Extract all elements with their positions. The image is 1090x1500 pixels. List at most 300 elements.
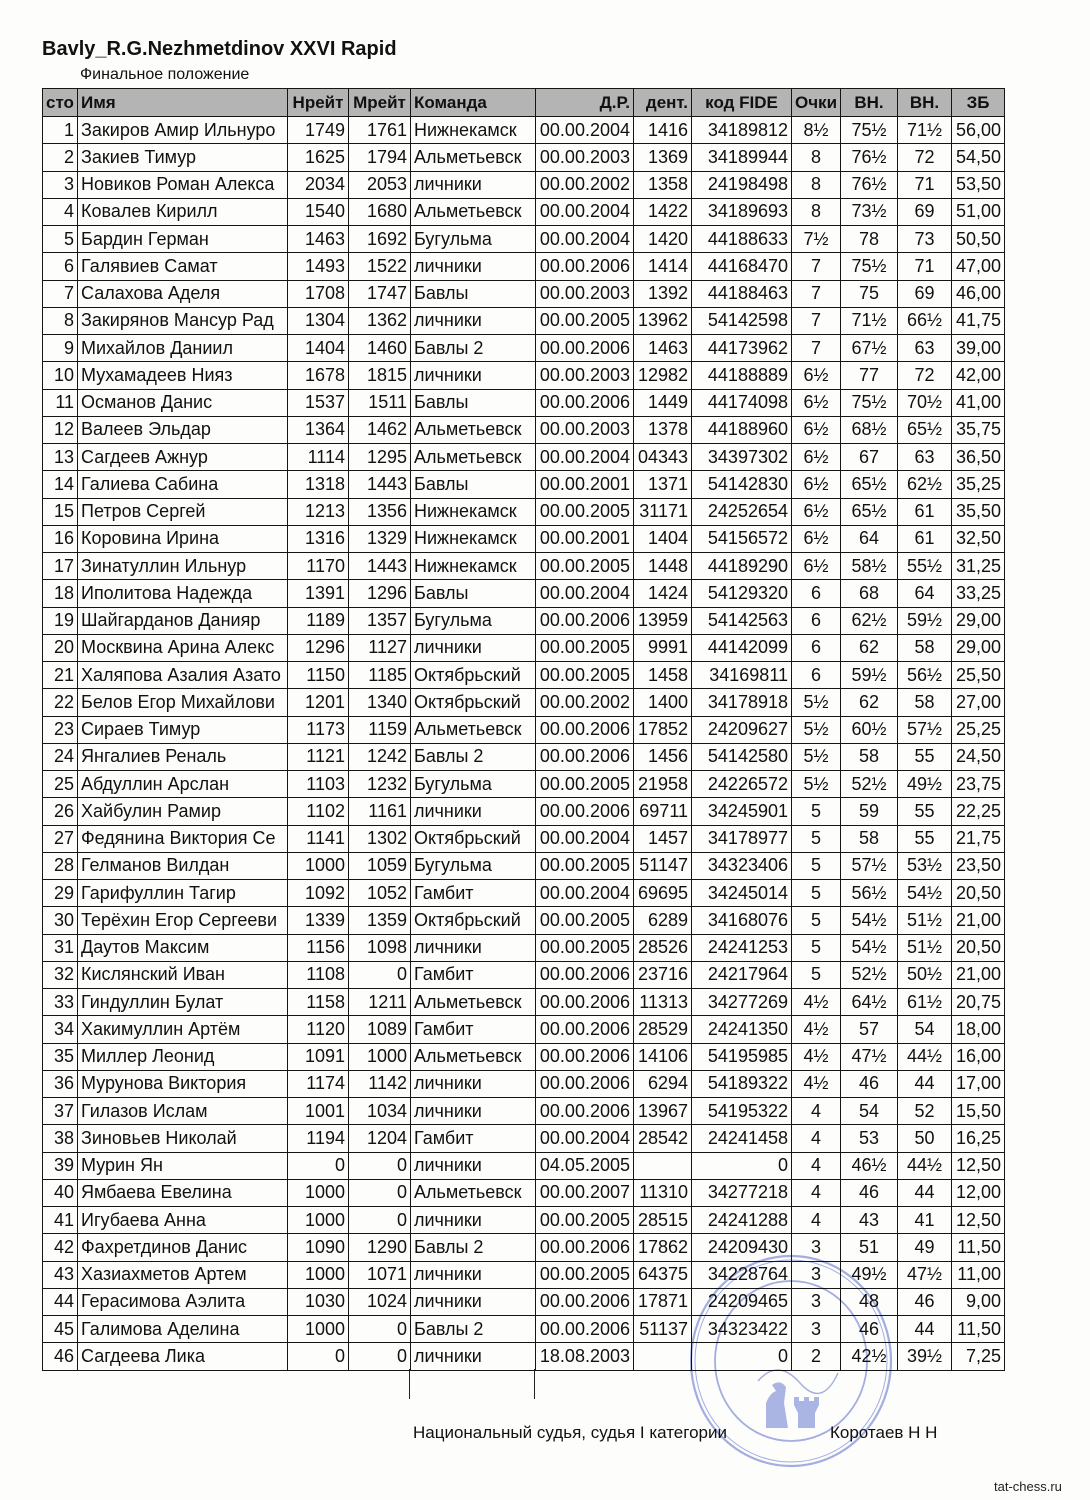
birth-date: 00.00.2007	[539, 1182, 630, 1203]
buchholz-cut: 72	[914, 364, 935, 385]
buchholz-cut: 69	[914, 201, 935, 222]
rating-cell	[349, 852, 411, 879]
birth-date-cell	[536, 1261, 634, 1288]
player-id-cell	[634, 553, 692, 580]
birth-date: 00.00.2003	[539, 283, 630, 304]
birth-date: 00.00.2005	[539, 637, 630, 658]
place: 30	[53, 909, 74, 930]
birth-date-cell	[536, 1125, 634, 1152]
buchholz: 46	[858, 1182, 880, 1203]
player-name: Новиков Роман Алекса	[81, 174, 275, 195]
rating: 1460	[366, 337, 407, 358]
sonneborn-berger: 35,25	[955, 473, 1001, 494]
buchholz-cut-cell	[898, 852, 952, 879]
place: 33	[53, 991, 74, 1012]
buchholz-cell	[841, 389, 898, 416]
national-rating: 1678	[304, 364, 345, 385]
buchholz: 62	[858, 637, 880, 658]
birth-date-cell	[536, 825, 634, 852]
column-header-national-rating	[288, 89, 349, 117]
sonneborn-berger: 25,50	[955, 664, 1001, 685]
sonneborn-berger: 39,00	[955, 337, 1001, 358]
rating-cell	[349, 716, 411, 743]
points-cell	[792, 471, 841, 498]
place-cell	[43, 198, 78, 225]
sonneborn-berger-cell	[952, 1179, 1005, 1206]
standings-header	[43, 89, 1005, 117]
rating: 1290	[366, 1236, 407, 1257]
place-cell	[43, 1070, 78, 1097]
buchholz-cut-cell	[898, 1207, 952, 1234]
buchholz: 46	[858, 1073, 880, 1094]
place: 34	[53, 1018, 74, 1039]
fide-code: 44173962	[707, 337, 788, 358]
player-id-cell	[634, 716, 692, 743]
rating-cell	[349, 525, 411, 552]
place-cell	[43, 553, 78, 580]
place: 26	[53, 800, 74, 821]
birth-date-cell	[536, 444, 634, 471]
rating-cell	[349, 798, 411, 825]
player-id-cell	[634, 307, 692, 334]
points: 6	[810, 582, 821, 603]
fide-code-cell	[692, 961, 792, 988]
document-title: Bavly_R.G.Nezhmetdinov XXVI Rapid	[42, 38, 397, 60]
birth-date-cell	[536, 144, 634, 171]
buchholz-cut: 47½	[906, 1264, 943, 1285]
player-name-cell	[78, 607, 288, 634]
player-id: 1404	[647, 528, 688, 549]
points-cell	[792, 280, 841, 307]
column-header-label: Команда	[414, 93, 487, 112]
buchholz: 75½	[851, 392, 887, 413]
team-cell	[411, 634, 536, 661]
birth-date-cell	[536, 416, 634, 443]
fide-code: 24241253	[707, 937, 788, 958]
buchholz-cut-cell	[898, 934, 952, 961]
buchholz: 43	[858, 1209, 880, 1230]
place: 38	[53, 1127, 74, 1148]
national-rating: 1625	[304, 146, 345, 167]
fide-code: 34397302	[707, 446, 788, 467]
player-name-cell	[78, 1207, 288, 1234]
fide-code-cell	[692, 743, 792, 770]
birth-date: 18.08.2003	[539, 1345, 630, 1366]
buchholz-cell	[841, 1070, 898, 1097]
player-id-cell	[634, 1016, 692, 1043]
birth-date: 00.00.2006	[539, 719, 630, 740]
national-rating: 1000	[304, 1182, 345, 1203]
place: 20	[53, 637, 74, 658]
team-cell	[411, 1152, 536, 1179]
buchholz-cell	[841, 1234, 898, 1261]
national-rating-cell	[288, 1179, 349, 1206]
rating: 1159	[368, 719, 407, 740]
rating-cell	[349, 253, 411, 280]
sonneborn-berger: 35,50	[955, 501, 1001, 522]
place-cell	[43, 1288, 78, 1315]
sonneborn-berger: 21,00	[955, 964, 1001, 985]
buchholz-cut-cell	[898, 471, 952, 498]
fide-code-cell	[692, 689, 792, 716]
player-name-cell	[78, 716, 288, 743]
buchholz-cut: 39½	[906, 1345, 943, 1366]
buchholz: 52½	[851, 773, 887, 794]
buchholz-cut-cell	[898, 1234, 952, 1261]
player-id-cell	[634, 1343, 692, 1370]
team: личники	[414, 1209, 482, 1230]
buchholz-cut: 71	[914, 255, 935, 276]
column-header-place	[43, 89, 78, 117]
birth-date-cell	[536, 1207, 634, 1234]
birth-date-cell	[536, 634, 634, 661]
national-rating: 1108	[306, 964, 345, 985]
column-header-fide-code	[692, 89, 792, 117]
sonneborn-berger: 16,25	[955, 1127, 1001, 1148]
team-cell	[411, 416, 536, 443]
team: личники	[414, 310, 482, 331]
points: 6½	[803, 446, 829, 467]
standings-row	[43, 1316, 1005, 1343]
buchholz-cut-cell	[898, 907, 952, 934]
player-name-cell	[78, 253, 288, 280]
buchholz-cell	[841, 907, 898, 934]
sonneborn-berger: 18,00	[955, 1018, 1001, 1039]
fide-code-cell	[692, 253, 792, 280]
team-cell	[411, 1016, 536, 1043]
buchholz: 75½	[851, 119, 887, 140]
team-cell	[411, 1261, 536, 1288]
buchholz: 75½	[851, 255, 887, 276]
place-cell	[43, 117, 78, 144]
player-name: Османов Данис	[81, 392, 213, 413]
points-cell	[792, 880, 841, 907]
fide-code: 44188889	[707, 364, 788, 385]
team: личники	[414, 364, 482, 385]
fide-code-cell	[692, 553, 792, 580]
rating: 1462	[366, 419, 407, 440]
birth-date: 00.00.2006	[539, 610, 630, 631]
buchholz-cut-cell	[898, 1098, 952, 1125]
buchholz-cell	[841, 880, 898, 907]
birth-date: 00.00.2006	[539, 337, 630, 358]
player-name: Галиева Сабина	[81, 473, 219, 494]
buchholz-cell	[841, 1343, 898, 1370]
fide-code: 34189693	[707, 201, 788, 222]
buchholz: 52½	[851, 964, 887, 985]
buchholz-cut: 58	[914, 691, 935, 712]
rating: 1232	[366, 773, 407, 794]
buchholz-cut: 49	[914, 1236, 935, 1257]
fide-code-cell	[692, 907, 792, 934]
national-rating-cell	[288, 662, 349, 689]
buchholz-cut: 69	[914, 283, 935, 304]
national-rating: 1000	[304, 1209, 345, 1230]
rating: 1296	[366, 582, 407, 603]
national-rating-cell	[288, 961, 349, 988]
national-rating: 1150	[306, 664, 345, 685]
buchholz-cut: 49½	[906, 773, 943, 794]
birth-date: 00.00.2004	[539, 582, 630, 603]
buchholz-cut-cell	[898, 280, 952, 307]
sonneborn-berger: 36,50	[955, 446, 1001, 467]
team: личники	[414, 1155, 482, 1176]
player-name-cell	[78, 689, 288, 716]
fide-code-cell	[692, 416, 792, 443]
player-name: Мурунова Виктория	[81, 1073, 247, 1094]
buchholz-cut: 61½	[906, 991, 943, 1012]
standings-row	[43, 798, 1005, 825]
points: 6½	[803, 364, 829, 385]
sonneborn-berger-cell	[952, 1043, 1005, 1070]
player-name-cell	[78, 1343, 288, 1370]
rating: 1329	[366, 528, 407, 549]
buchholz-cut: 41	[914, 1209, 935, 1230]
team: Бугульма	[414, 855, 492, 876]
fide-code-cell	[692, 362, 792, 389]
birth-date: 00.00.2005	[539, 937, 630, 958]
buchholz: 49½	[851, 1264, 887, 1285]
birth-date: 00.00.2006	[539, 991, 630, 1012]
standings-row	[43, 961, 1005, 988]
buchholz: 58	[858, 746, 880, 767]
sonneborn-berger-cell	[952, 852, 1005, 879]
birth-date: 00.00.2005	[539, 310, 630, 331]
buchholz-cell	[841, 580, 898, 607]
points-cell	[792, 1261, 841, 1288]
fide-code-cell	[692, 117, 792, 144]
place: 32	[53, 964, 74, 985]
column-header-label: сто	[46, 93, 74, 112]
points: 6½	[803, 555, 829, 576]
rating: 1815	[366, 364, 407, 385]
sonneborn-berger: 11,50	[957, 1236, 1001, 1257]
national-rating-cell	[288, 171, 349, 198]
team: Октябрьский	[414, 691, 521, 712]
standings-row	[43, 825, 1005, 852]
team-cell	[411, 825, 536, 852]
buchholz-cut: 64	[914, 582, 935, 603]
team: Октябрьский	[414, 909, 521, 930]
player-id-cell	[634, 689, 692, 716]
buchholz-cell	[841, 743, 898, 770]
player-name: Валеев Эльдар	[81, 419, 211, 440]
standings-row	[43, 880, 1005, 907]
sonneborn-berger-cell	[952, 1125, 1005, 1152]
buchholz-cell	[841, 852, 898, 879]
points: 5	[810, 909, 821, 930]
team-cell	[411, 335, 536, 362]
sonneborn-berger: 51,00	[955, 201, 1001, 222]
national-rating-cell	[288, 144, 349, 171]
sonneborn-berger-cell	[952, 1098, 1005, 1125]
player-name-cell	[78, 1125, 288, 1152]
sonneborn-berger: 35,75	[955, 419, 1001, 440]
sonneborn-berger-cell	[952, 743, 1005, 770]
birth-date-cell	[536, 880, 634, 907]
rating: 1302	[366, 828, 407, 849]
team-cell	[411, 171, 536, 198]
player-id: 17852	[637, 719, 688, 740]
points: 7	[810, 283, 821, 304]
points-cell	[792, 444, 841, 471]
buchholz-cut-cell	[898, 362, 952, 389]
player-id: 1420	[647, 228, 688, 249]
national-rating: 1102	[306, 800, 345, 821]
sonneborn-berger-cell	[952, 825, 1005, 852]
standings-row	[43, 498, 1005, 525]
birth-date-cell	[536, 362, 634, 389]
birth-date: 00.00.2004	[539, 446, 630, 467]
national-rating: 1030	[304, 1291, 345, 1312]
player-id-cell	[634, 961, 692, 988]
player-name-cell	[78, 961, 288, 988]
national-rating: 1158	[306, 991, 345, 1012]
fide-code-cell	[692, 471, 792, 498]
sonneborn-berger-cell	[952, 198, 1005, 225]
standings-row	[43, 689, 1005, 716]
sonneborn-berger-cell	[952, 1016, 1005, 1043]
team-cell	[411, 716, 536, 743]
buchholz-cut: 58	[914, 637, 935, 658]
sonneborn-berger-cell	[952, 907, 1005, 934]
points-cell	[792, 553, 841, 580]
buchholz-cut: 50	[914, 1127, 935, 1148]
place-cell	[43, 689, 78, 716]
points-cell	[792, 226, 841, 253]
sonneborn-berger-cell	[952, 553, 1005, 580]
player-name-cell	[78, 1288, 288, 1315]
player-name: Герасимова Аэлита	[81, 1291, 246, 1312]
national-rating-cell	[288, 934, 349, 961]
buchholz-cell	[841, 144, 898, 171]
national-rating-cell	[288, 798, 349, 825]
site-watermark: tat-chess.ru	[994, 1479, 1062, 1494]
buchholz: 76½	[851, 146, 887, 167]
fide-code: 24209465	[707, 1291, 788, 1312]
place: 45	[53, 1318, 74, 1339]
points-cell	[792, 117, 841, 144]
buchholz: 71½	[851, 310, 887, 331]
column-header-label: код FIDE	[705, 93, 778, 112]
team: Альметьевск	[414, 991, 522, 1012]
sonneborn-berger: 23,50	[955, 855, 1001, 876]
buchholz-cut-cell	[898, 1288, 952, 1315]
fide-code: 44142099	[707, 637, 788, 658]
place-cell	[43, 525, 78, 552]
national-rating: 1537	[304, 392, 345, 413]
team: личники	[414, 174, 482, 195]
rating: 1000	[366, 1046, 407, 1067]
player-id: 1400	[647, 691, 688, 712]
national-rating-cell	[288, 525, 349, 552]
player-name-cell	[78, 825, 288, 852]
team: Бавлы	[414, 473, 469, 494]
sonneborn-berger: 12,00	[955, 1182, 1001, 1203]
buchholz-cell	[841, 607, 898, 634]
fide-code-cell	[692, 280, 792, 307]
place-cell	[43, 1098, 78, 1125]
national-rating-cell	[288, 335, 349, 362]
sonneborn-berger-cell	[952, 880, 1005, 907]
standings-row	[43, 471, 1005, 498]
player-name-cell	[78, 1261, 288, 1288]
column-header-label: Д.Р.	[599, 93, 630, 112]
standings-row	[43, 934, 1005, 961]
fide-code-cell	[692, 1234, 792, 1261]
rating: 1356	[366, 501, 407, 522]
buchholz-cut: 44	[914, 1182, 935, 1203]
sonneborn-berger-cell	[952, 335, 1005, 362]
player-name-cell	[78, 498, 288, 525]
column-header-label: Мрейт	[353, 93, 406, 112]
points-cell	[792, 1098, 841, 1125]
fide-code: 24252654	[707, 501, 788, 522]
standings-row	[43, 907, 1005, 934]
points: 5	[810, 964, 821, 985]
place: 46	[53, 1345, 74, 1366]
buchholz-cut: 50½	[906, 964, 943, 985]
team-cell	[411, 471, 536, 498]
fide-code: 34168076	[707, 909, 788, 930]
national-rating-cell	[288, 198, 349, 225]
national-rating: 2034	[304, 174, 345, 195]
place: 42	[53, 1236, 74, 1257]
national-rating-cell	[288, 716, 349, 743]
rating-cell	[349, 389, 411, 416]
player-name: Абдуллин Арслан	[81, 773, 230, 794]
buchholz-cut-cell	[898, 1316, 952, 1343]
points: 7½	[803, 228, 829, 249]
buchholz-cut: 55	[914, 746, 935, 767]
place-cell	[43, 471, 78, 498]
sonneborn-berger-cell	[952, 1070, 1005, 1097]
buchholz-cell	[841, 525, 898, 552]
place: 19	[53, 610, 74, 631]
sonneborn-berger: 23,75	[955, 773, 1001, 794]
buchholz: 67½	[851, 337, 887, 358]
column-header-label: Имя	[81, 93, 116, 112]
birth-date-cell	[536, 253, 634, 280]
document-subtitle: Финальное положение	[80, 66, 250, 83]
rating-cell	[349, 1070, 411, 1097]
team: личники	[414, 1100, 482, 1121]
points-cell	[792, 989, 841, 1016]
fide-code: 34228764	[707, 1264, 788, 1285]
place-cell	[43, 880, 78, 907]
player-name-cell	[78, 144, 288, 171]
buchholz-cut: 46	[914, 1291, 935, 1312]
buchholz-cut: 44	[914, 1073, 935, 1094]
place: 10	[53, 364, 74, 385]
national-rating-cell	[288, 1234, 349, 1261]
buchholz: 59	[858, 800, 880, 821]
buchholz-cell	[841, 989, 898, 1016]
sonneborn-berger-cell	[952, 1343, 1005, 1370]
player-id-cell	[634, 1152, 692, 1179]
team-cell	[411, 280, 536, 307]
player-name: Хазиахметов Артем	[81, 1264, 247, 1285]
national-rating-cell	[288, 1016, 349, 1043]
standings-row	[43, 362, 1005, 389]
player-name-cell	[78, 1098, 288, 1125]
birth-date-cell	[536, 171, 634, 198]
place: 11	[55, 392, 74, 413]
points-cell	[792, 498, 841, 525]
buchholz-cut-cell	[898, 989, 952, 1016]
fide-code: 24241350	[707, 1018, 788, 1039]
birth-date-cell	[536, 607, 634, 634]
